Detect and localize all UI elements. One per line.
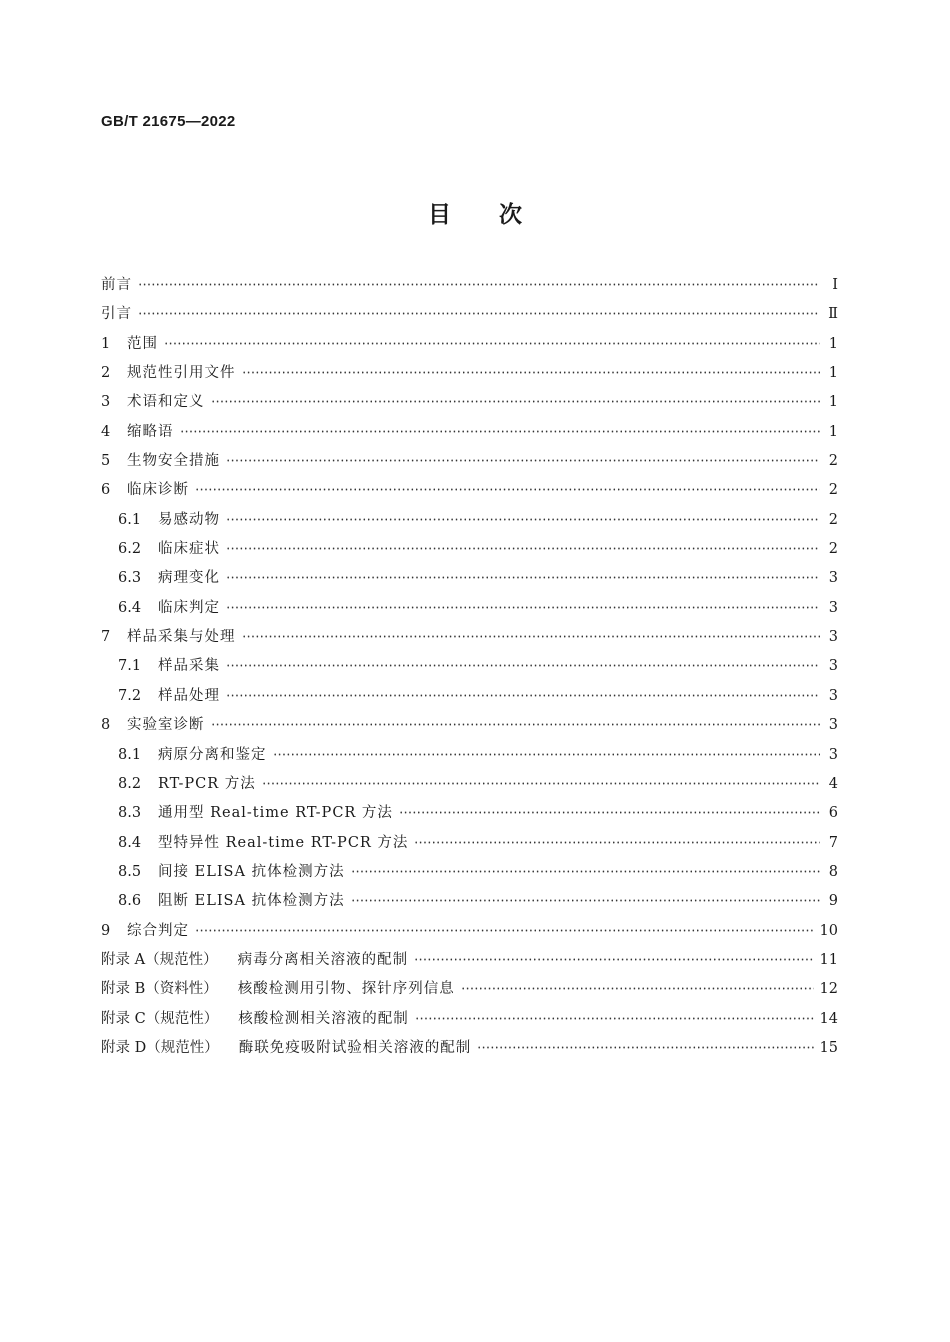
toc-entry-page: 10	[819, 922, 838, 939]
toc-entry-label: 型特异性 Real-time RT-PCR 方法	[158, 834, 409, 851]
toc-entry-page: 2	[828, 482, 838, 499]
toc-entry-label: 易感动物	[158, 511, 220, 528]
toc-dot-leader	[351, 899, 820, 902]
toc-dot-leader	[415, 1017, 814, 1020]
toc-entry[interactable]	[101, 564, 838, 593]
toc-entry-label: 病理变化	[158, 570, 220, 587]
toc-entry-number: 1	[101, 335, 111, 352]
toc-entry-page: 9	[828, 893, 838, 910]
toc-dot-leader	[138, 312, 820, 315]
toc-entry-number: 6.2	[118, 541, 142, 558]
toc-entry-label: 核酸检测相关溶液的配制	[238, 1010, 409, 1027]
toc-entry-page: 1	[828, 423, 838, 440]
toc-entry[interactable]	[101, 388, 838, 417]
toc-entry-number: 3	[101, 394, 111, 411]
toc-entry-number: 8.4	[118, 834, 142, 851]
toc-entry[interactable]	[101, 594, 838, 623]
toc-entry-page: 15	[819, 1039, 838, 1056]
toc-dot-leader	[226, 518, 820, 521]
toc-dot-leader	[351, 870, 820, 873]
toc-entry-number: 6.3	[118, 570, 142, 587]
toc-entry[interactable]	[101, 946, 838, 975]
toc-entry-number: 7.1	[118, 658, 142, 675]
toc-dot-leader	[242, 635, 821, 638]
toc-entry-label: 样品采集	[158, 658, 220, 675]
toc-entry-number: 4	[101, 423, 111, 440]
toc-entry-page: 4	[828, 775, 838, 792]
toc-entry-number: 8	[101, 717, 111, 734]
toc-entry-page: Ⅰ	[832, 277, 838, 293]
toc-dot-leader	[226, 547, 820, 550]
toc-entry-number: 附录 C（规范性）	[101, 1010, 219, 1027]
toc-entry-label: 规范性引用文件	[127, 365, 236, 382]
toc-dot-leader	[195, 488, 820, 491]
toc-entry-label: 引言	[101, 306, 132, 323]
toc-entry-number: 附录 A（规范性）	[101, 951, 218, 968]
toc-entry-label: 综合判定	[127, 922, 189, 939]
toc-entry[interactable]	[101, 447, 838, 476]
toc-entry-page: 1	[828, 365, 838, 382]
toc-entry-page: 8	[828, 863, 838, 880]
toc-entry-number: 6	[101, 482, 111, 499]
toc-dot-leader	[138, 283, 820, 286]
toc-entry-page: Ⅱ	[828, 306, 838, 323]
toc-entry-number: 8.2	[118, 775, 142, 792]
toc-entry-page: 1	[828, 335, 838, 352]
toc-entry-label: 病原分离和鉴定	[158, 746, 267, 763]
toc-entry-label: 实验室诊断	[127, 717, 205, 734]
toc-dot-leader	[461, 987, 814, 990]
toc-entry-page: 2	[828, 453, 838, 470]
toc-dot-leader	[211, 400, 821, 403]
toc-entry-label: 术语和定义	[127, 394, 205, 411]
toc-entry-page: 3	[828, 658, 838, 675]
toc-entry-number: 8.3	[118, 805, 142, 822]
toc-entry[interactable]	[101, 711, 838, 740]
toc-dot-leader	[477, 1046, 813, 1049]
toc-entry-number: 附录 B（资料性）	[101, 981, 218, 998]
toc-entry-label: 临床症状	[158, 541, 220, 558]
toc-dot-leader	[226, 576, 820, 579]
toc-entry-number: 9	[101, 922, 111, 939]
toc-entry-label: 样品处理	[158, 687, 220, 704]
toc-entry-label: 前言	[101, 277, 132, 293]
toc-entry[interactable]	[101, 506, 838, 535]
toc-entry-number: 8.1	[118, 746, 142, 763]
toc-entry-page: 3	[828, 599, 838, 616]
toc-entry-number: 6.1	[118, 511, 142, 528]
toc-entry-number: 2	[101, 365, 111, 382]
toc-entry-page: 3	[828, 570, 838, 587]
toc-entry-label: 核酸检测用引物、探针序列信息	[237, 981, 455, 998]
toc-dot-leader	[195, 929, 814, 932]
toc-dot-leader	[399, 811, 820, 814]
toc-dot-leader	[226, 606, 820, 609]
toc-entry[interactable]	[101, 887, 838, 916]
toc-entry-page: 1	[828, 394, 838, 411]
toc-entry-label: 阻断 ELISA 抗体检测方法	[158, 893, 345, 910]
toc-entry[interactable]	[101, 359, 838, 388]
toc-entry-number: 7.2	[118, 687, 142, 704]
toc-entry-page: 3	[828, 746, 838, 763]
toc-dot-leader	[226, 664, 820, 667]
toc-dot-leader	[242, 371, 821, 374]
toc-entry[interactable]	[101, 476, 838, 505]
toc-entry-page: 3	[828, 687, 838, 704]
toc-entry[interactable]	[101, 623, 838, 652]
toc-dot-leader	[262, 782, 820, 785]
toc-entry-number: 8.5	[118, 863, 142, 880]
toc-entry[interactable]	[101, 917, 838, 946]
toc-entry[interactable]	[101, 652, 838, 681]
toc-entry-page: 3	[828, 629, 838, 646]
toc-entry[interactable]	[101, 682, 838, 711]
toc-entry[interactable]	[101, 770, 838, 799]
toc-entry[interactable]	[101, 1034, 838, 1063]
toc-entry[interactable]	[101, 271, 838, 300]
toc-entry[interactable]	[101, 1005, 838, 1034]
table-of-contents	[101, 271, 838, 1063]
toc-dot-leader	[226, 694, 820, 697]
toc-dot-leader	[164, 342, 820, 345]
toc-dot-leader	[414, 841, 820, 844]
toc-entry[interactable]	[101, 799, 838, 828]
toc-entry-page: 7	[828, 834, 838, 851]
toc-entry-number: 附录 D（规范性）	[101, 1039, 219, 1056]
toc-entry[interactable]	[101, 535, 838, 564]
toc-entry-page: 2	[828, 511, 838, 528]
toc-dot-leader	[180, 430, 821, 433]
toc-entry-label: RT-PCR 方法	[158, 775, 256, 792]
toc-entry-page: 2	[828, 541, 838, 558]
toc-dot-leader	[226, 459, 820, 462]
toc-entry-page: 14	[819, 1010, 838, 1027]
toc-entry-number: 6.4	[118, 599, 142, 616]
toc-entry-label: 病毒分离相关溶液的配制	[237, 951, 409, 968]
toc-dot-leader	[211, 723, 821, 726]
toc-entry-page: 3	[828, 717, 838, 734]
toc-entry-label: 临床判定	[158, 599, 220, 616]
toc-entry-label: 范围	[127, 335, 158, 352]
toc-entry-number: 7	[101, 629, 111, 646]
toc-entry[interactable]	[101, 300, 838, 329]
toc-entry-page: 11	[819, 951, 838, 968]
toc-dot-leader	[273, 753, 821, 756]
toc-entry-label: 缩略语	[127, 423, 174, 440]
toc-entry[interactable]	[101, 330, 838, 359]
toc-dot-leader	[414, 958, 813, 961]
toc-entry[interactable]	[101, 829, 838, 858]
toc-entry[interactable]	[101, 858, 838, 887]
toc-entry-label: 酶联免疫吸附试验相关溶液的配制	[238, 1039, 472, 1056]
toc-entry[interactable]	[101, 741, 838, 770]
toc-entry-number: 8.6	[118, 893, 142, 910]
toc-entry[interactable]	[101, 975, 838, 1004]
toc-entry-label: 通用型 Real-time RT-PCR 方法	[158, 805, 393, 822]
toc-entry-label: 间接 ELISA 抗体检测方法	[158, 863, 345, 880]
toc-entry-label: 生物安全措施	[127, 453, 220, 470]
standard-code: GB/T 21675—2022	[101, 113, 236, 130]
toc-entry[interactable]	[101, 418, 838, 447]
toc-entry-number: 5	[101, 453, 111, 470]
page-title: 目次	[428, 202, 570, 228]
toc-entry-page: 12	[819, 981, 838, 998]
toc-entry-label: 样品采集与处理	[127, 629, 236, 646]
toc-entry-page: 6	[828, 805, 838, 822]
toc-entry-label: 临床诊断	[127, 482, 189, 499]
